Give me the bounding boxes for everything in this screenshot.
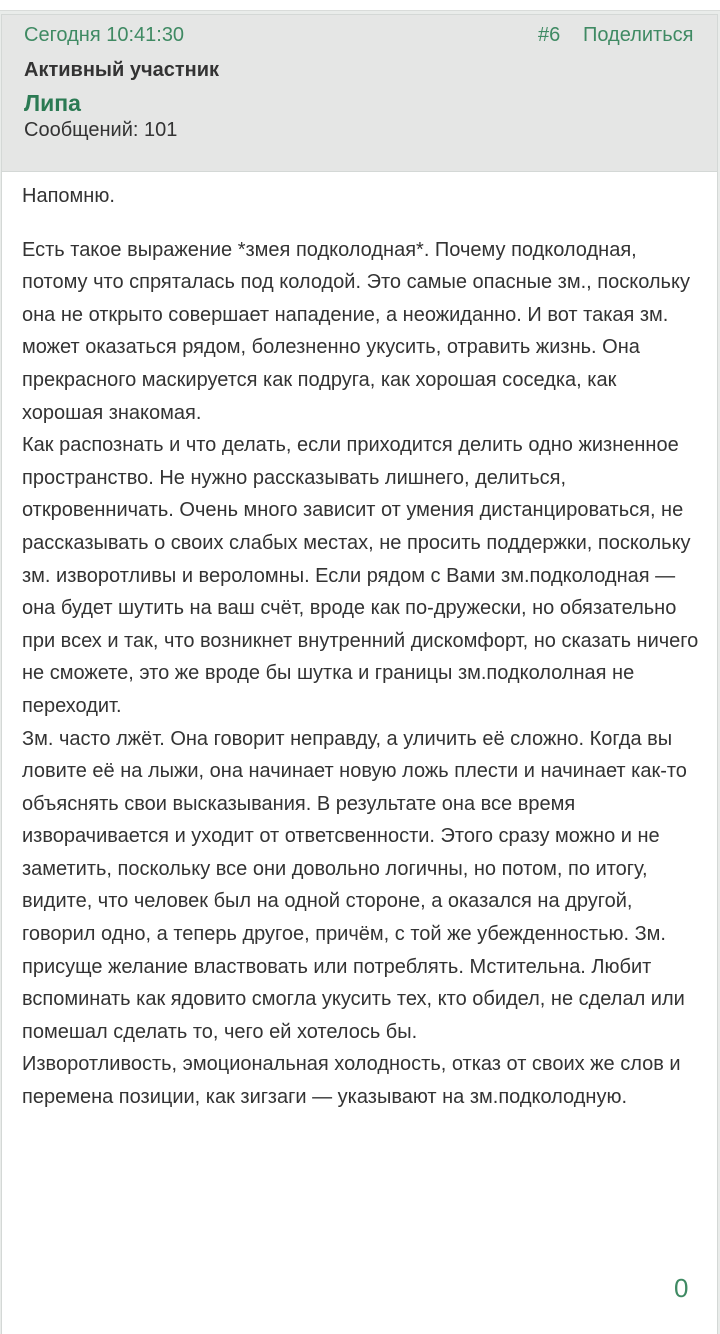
post-text: Есть такое выражение *змея подколодная*. Почему подколодная, потому что спряталась под колодой. Это самые опасные зм., поскольку она не открыто совершает нападение, а неожиданно. И вот такая зм. может оказаться рядом, болезненно укусить, отравить жизнь. Она прекрасного маскируется как подруга, как хорошая соседка, как хорошая знакомая. Как распознать и что делать, если приходится делить одно жизненное пространство. Не нужно рассказывать лишнего, делиться, откровенничать. Очень много зависит от умения дистанцироваться, не рассказывать о своих слабых местах, не просить поддержки, поскольку зм. изворотливы и вероломны. Если рядом с Вами зм.подколодная — она будет шутить на ваш счёт, вроде как по-дружески, но обязательно при всех и так, что возникнет внутренний дискомфорт, но сказать ничего не сможете, это же вроде бы шутка и границы зм.подкололная не переходит. Зм. часто лжёт. Она говорит неправду, а уличить её сложно. Когда вы ловите её на лыжи, она начинает новую ложь плести и начинает как-то объяснять свои высказывания. В результате она все время изворачивается и уходит от ответсвенности. Этого сразу можно и не заметить, поскольку все они довольно логичны, но потом, по итогу, видите, что человек был на одной стороне, а оказался на другой, говорил одно, а теперь другое, причём, с той же убежденностью. Зм. присуще желание властвовать или потреблять. Мстительна. Любит вспоминать как ядовито смогла укусить тех, кто обидел, не сделал или помешал сделать то, чего ей хотелось бы. Изворотливость, эмоциональная холодность, отказ от своих же слов и перемена позиции, как зигзаги — указывают на зм.подколодную. [22, 238, 699, 1109]
post-intro: Напомню. [22, 185, 115, 207]
username-link[interactable]: Липа [24, 90, 81, 116]
post-number-link[interactable]: #6 [538, 24, 561, 46]
post-body [22, 180, 702, 1114]
share-link[interactable]: Поделиться [583, 24, 694, 46]
post-timestamp-link[interactable]: Сегодня 10:41:30 [24, 24, 185, 46]
previous-post-edge [0, 0, 720, 11]
like-count[interactable]: 0 [674, 1273, 689, 1303]
post-header [2, 15, 717, 172]
user-post-count: Сообщений: 101 [24, 119, 178, 141]
user-rank: Активный участник [24, 59, 220, 81]
